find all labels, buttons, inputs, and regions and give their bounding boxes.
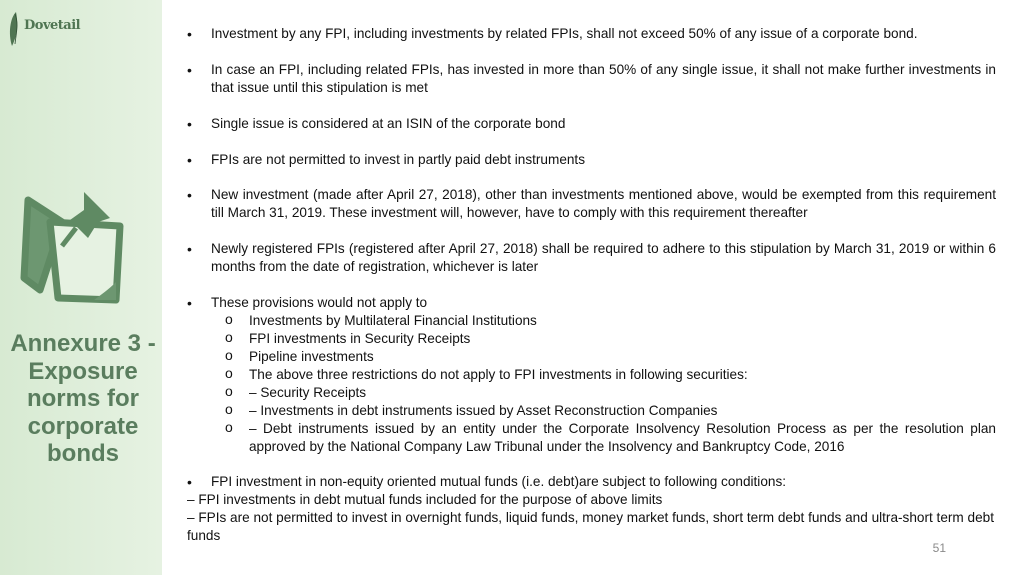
- bullet-text: These provisions would not apply to: [211, 295, 428, 310]
- bullet-marker: •: [187, 241, 192, 257]
- bullet-marker: •: [187, 116, 192, 132]
- sub-marker: o: [225, 365, 233, 381]
- bullet-text: Single issue is considered at an ISIN of the corporate bond: [211, 116, 566, 131]
- slide-title: Annexure 3 - Exposure norms for corporate bonds: [10, 330, 156, 467]
- sub-item-text: Pipeline investments: [249, 349, 374, 364]
- sub-marker: o: [225, 401, 233, 417]
- bullet-item: [187, 61, 996, 97]
- sub-list-item: [225, 312, 996, 330]
- sub-item-text: Investments by Multilateral Financial Institutions: [249, 313, 537, 328]
- bullet-text: FPI investment in non-equity oriented mutual funds (i.e. debt)are subject to following conditions:: [211, 474, 787, 489]
- sub-marker: o: [225, 347, 233, 363]
- bullet-text: Newly registered FPIs (registered after April 27, 2018) shall be required to adhere to this stipulation by March 31, 2019 or within 6 months from the date of registration, whichever is later: [211, 241, 996, 274]
- sidebar: [0, 0, 162, 575]
- bullet-marker: •: [187, 26, 192, 42]
- bullet-item: [187, 151, 996, 169]
- bullet-marker: •: [187, 295, 192, 311]
- bullet-marker: •: [187, 62, 192, 78]
- bullet-item: [187, 25, 996, 43]
- logo-text: Dovetail: [24, 18, 81, 33]
- pinned-note-icon: [18, 182, 138, 310]
- bullet-marker: •: [187, 152, 192, 168]
- sub-item-text: FPI investments in Security Receipts: [249, 331, 471, 346]
- bullet-item: [187, 473, 996, 491]
- sub-list-item: [225, 420, 996, 456]
- page-number: 51: [932, 541, 946, 555]
- company-logo: [6, 8, 81, 46]
- condition-line: – FPI investments in debt mutual funds included for the purpose of above limits: [187, 492, 663, 507]
- bullet-item: [187, 240, 996, 276]
- bullet-item: [187, 115, 996, 133]
- bullet-marker: •: [187, 187, 192, 203]
- sub-item-text: – Investments in debt instruments issued by Asset Reconstruction Companies: [249, 403, 718, 418]
- bullet-item: [187, 294, 996, 312]
- bullet-text: In case an FPI, including related FPIs, has invested in more than 50% of any single issue, it shall not make further investments in that issue until this stipulation is met: [211, 62, 996, 95]
- sub-list-item: [225, 348, 996, 366]
- sub-list-item: [225, 384, 996, 402]
- sub-marker: o: [225, 329, 233, 345]
- sub-marker: o: [225, 311, 233, 327]
- sub-list-item: [225, 330, 996, 348]
- bullet-item: [187, 186, 996, 222]
- sub-item-text: The above three restrictions do not apply to FPI investments in following securities:: [249, 367, 748, 382]
- bullet-marker: •: [187, 474, 192, 490]
- sub-marker: o: [225, 383, 233, 399]
- sub-list-item: [225, 366, 996, 384]
- sub-item-text: – Security Receipts: [249, 385, 367, 400]
- bullet-text: New investment (made after April 27, 2018), other than investments mentioned above, would be exempted from this requirement till March 31, 2019. These investment will, however, have to comply with this requirement thereafter: [211, 187, 996, 220]
- sub-item-text: – Debt instruments issued by an entity under the Corporate Insolvency Resolution Process as per the resolution plan approved by the National Company Law Tribunal under the Insolvency and Bankruptcy Code, 2016: [249, 421, 996, 454]
- sub-marker: o: [225, 419, 233, 435]
- sub-list-item: [225, 402, 996, 420]
- condition-line: – FPIs are not permitted to invest in overnight funds, liquid funds, money market funds, short term debt funds and ultra-short term debt funds: [187, 510, 994, 543]
- bullet-text: Investment by any FPI, including investments by related FPIs, shall not exceed 50% of any issue of a corporate bond.: [211, 26, 918, 41]
- bullet-text: FPIs are not permitted to invest in partly paid debt instruments: [211, 152, 586, 167]
